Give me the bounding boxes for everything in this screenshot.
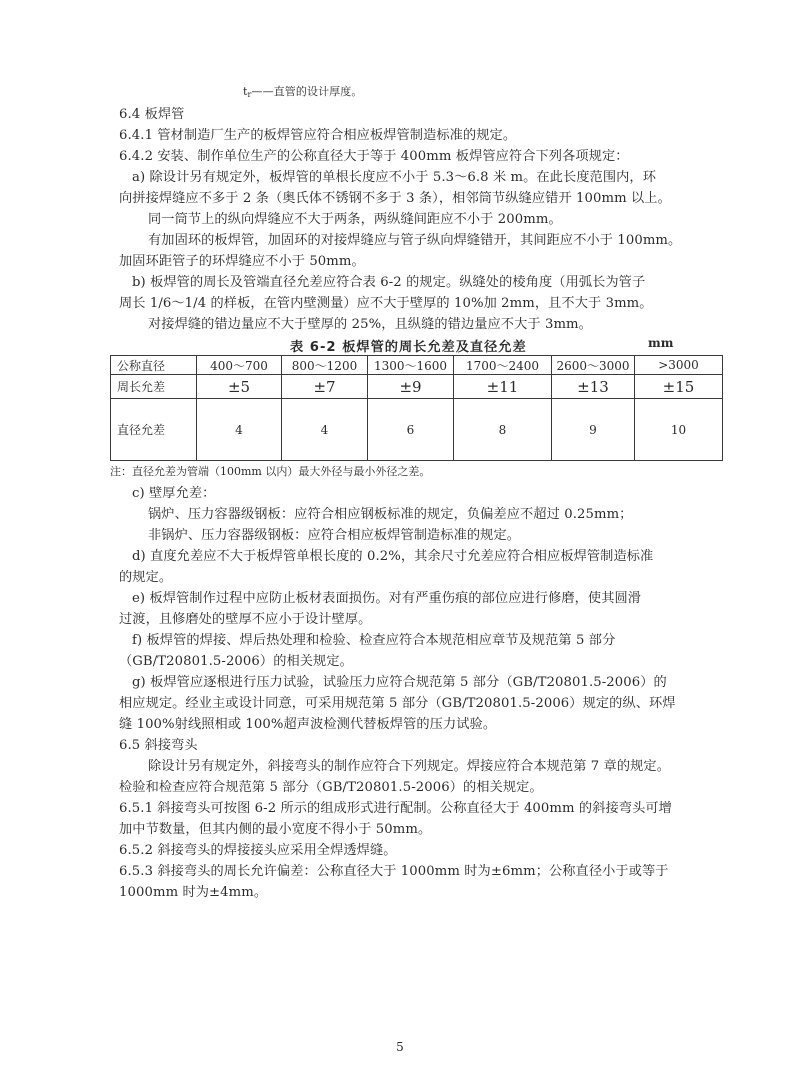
formula-variable-line: $t_r——$直管的设计厚度。 [243, 85, 363, 99]
table-cell: ±7 [282, 375, 368, 399]
item-a-line4: 有加固环的板焊管，加固环的对接焊缝应与管子纵向焊缝错开，其间距应不小于 100mm。 [148, 233, 682, 248]
item-c-line2: 非锅炉、压力容器级钢板：应符合相应板焊管制造标准的规定。 [148, 528, 521, 543]
clause-6-4-2: 6.4.2 安装、制作单位生产的公称直径大于等于 400mm 板焊管应符合下列各项规定： [119, 149, 629, 164]
item-g-line3: 缝 100%射线照相或 100%超声波检测代替板焊管的压力试验。 [119, 717, 497, 732]
item-a-line2: 向拼接焊缝应不多于 2 条（奥氏体不锈钢不多于 3 条），相邻筒节纵缝应错开 100mm 以上。 [119, 191, 671, 206]
clause-6-5-3-line2: 1000mm 时为±4mm。 [119, 885, 268, 900]
item-c: c) 壁厚允差： [132, 486, 216, 501]
table-cell: 6 [368, 399, 454, 461]
item-b-line1: b) 板焊管的周长及管端直径允差应符合表 6-2 的规定。纵缝处的棱角度（用弧长为管子 [132, 275, 646, 290]
item-c-line1: 锅炉、压力容器级钢板：应符合相应钢板标准的规定，负偏差应不超过 0.25mm； [148, 507, 633, 522]
item-b-line2: 周长 1/6～1/4 的样板，在管内壁测量）应不大于壁厚的 10%加 2mm，且不大于 3mm。 [119, 296, 653, 311]
item-b-line3: 对接焊缝的错边量应不大于壁厚的 25%，且纵缝的错边量应不大于 3mm。 [148, 317, 592, 332]
clause-6-5-2: 6.5.2 斜接弯头的焊接接头应采用全焊透焊缝。 [119, 843, 397, 858]
table-cell: 9 [552, 399, 635, 461]
table-row [111, 375, 723, 399]
item-g-line1: g) 板焊管应逐根进行压力试验，试验压力应符合规范第 5 部分（GB/T20801.5-2006）的 [132, 675, 667, 690]
clause-6-5-3-line1: 6.5.3 斜接弯头的周长允许偏差：公称直径大于 1000mm 时为±6mm；公称直径小于或等于 [119, 864, 669, 879]
table-cell: ±13 [552, 375, 635, 399]
clause-6-5-1-line2: 加中节数量，但其内侧的最小宽度不得小于 50mm。 [119, 822, 432, 837]
page-number: 5 [396, 1040, 404, 1054]
table-cell: 直径允差 [111, 399, 197, 461]
item-d-line1: d) 直度允差应不大于板焊管单根长度的 0.2%，其余尺寸允差应符合相应板焊管制造标准 [132, 549, 654, 564]
table-cell: 1700～2400 [454, 356, 552, 375]
section-heading-6-4: 6.4 板焊管 [119, 107, 185, 122]
item-g-line2: 相应规定。经业主或设计同意，可采用规范第 5 部分（GB/T20801.5-2006）规定的纵、环焊 [119, 696, 676, 711]
table-cell: 周长允差 [111, 375, 197, 399]
section-6-5-line1: 除设计另有规定外，斜接弯头的制作应符合下列规定。焊接应符合本规范第 7 章的规定。 [148, 759, 670, 774]
table-cell: 1300～1600 [368, 356, 454, 375]
section-heading-6-5: 6.5 斜接弯头 [119, 738, 198, 753]
table-caption: 表 6-2 板焊管的周长允差及直径允差 [290, 340, 527, 355]
table-cell: >3000 [635, 356, 723, 375]
table-row [111, 356, 723, 375]
table-cell: ±11 [454, 375, 552, 399]
clause-6-4-1: 6.4.1 管材制造厂生产的板焊管应符合相应板焊管制造标准的规定。 [119, 128, 517, 143]
clause-6-5-1-line1: 6.5.1 斜接弯头可按图 6-2 所示的组成形式进行配制。公称直径大于 400mm 的斜接弯头可增 [119, 801, 672, 816]
table-note: 注：直径允差为管端（100mm 以内）最大外径与最小外径之差。 [110, 465, 431, 478]
table-row [111, 399, 723, 461]
table-cell: ±15 [635, 375, 723, 399]
item-e-line2: 过渡，且修磨处的壁厚不应小于设计壁厚。 [119, 612, 372, 627]
item-e-line1: e) 板焊管制作过程中应防止板材表面损伤。对有严重伤痕的部位应进行修磨，使其圆滑 [132, 591, 642, 606]
item-a-line5: 加固环距管子的环焊缝应不小于 50mm。 [119, 254, 365, 269]
item-d-line2: 的规定。 [119, 570, 173, 585]
table-cell: ±5 [197, 375, 282, 399]
table-cell: ±9 [368, 375, 454, 399]
section-6-5-line2: 检验和检查应符合规范第 5 部分（GB/T20801.5-2006）的相关规定。 [119, 780, 543, 795]
table-cell: 800～1200 [282, 356, 368, 375]
table-cell: 4 [282, 399, 368, 461]
tolerance-table [110, 355, 723, 461]
table-cell: 公称直径 [111, 356, 197, 375]
table-unit: mm [648, 336, 674, 350]
item-a-line1: a) 除设计另有规定外，板焊管的单根长度应不小于 5.3～6.8 米 m。在此长度范围内，环 [132, 170, 657, 185]
table-cell: 4 [197, 399, 282, 461]
table-cell: 400～700 [197, 356, 282, 375]
item-f-line1: f) 板焊管的焊接、焊后热处理和检验、检查应符合本规范相应章节及规范第 5 部分 [132, 633, 616, 648]
item-a-line3: 同一筒节上的纵向焊缝应不大于两条，两纵缝间距应不小于 200mm。 [148, 212, 562, 227]
table-cell: 8 [454, 399, 552, 461]
item-f-line2: （GB/T20801.5-2006）的相关规定。 [119, 654, 353, 669]
table-cell: 2600～3000 [552, 356, 635, 375]
table-cell: 10 [635, 399, 723, 461]
